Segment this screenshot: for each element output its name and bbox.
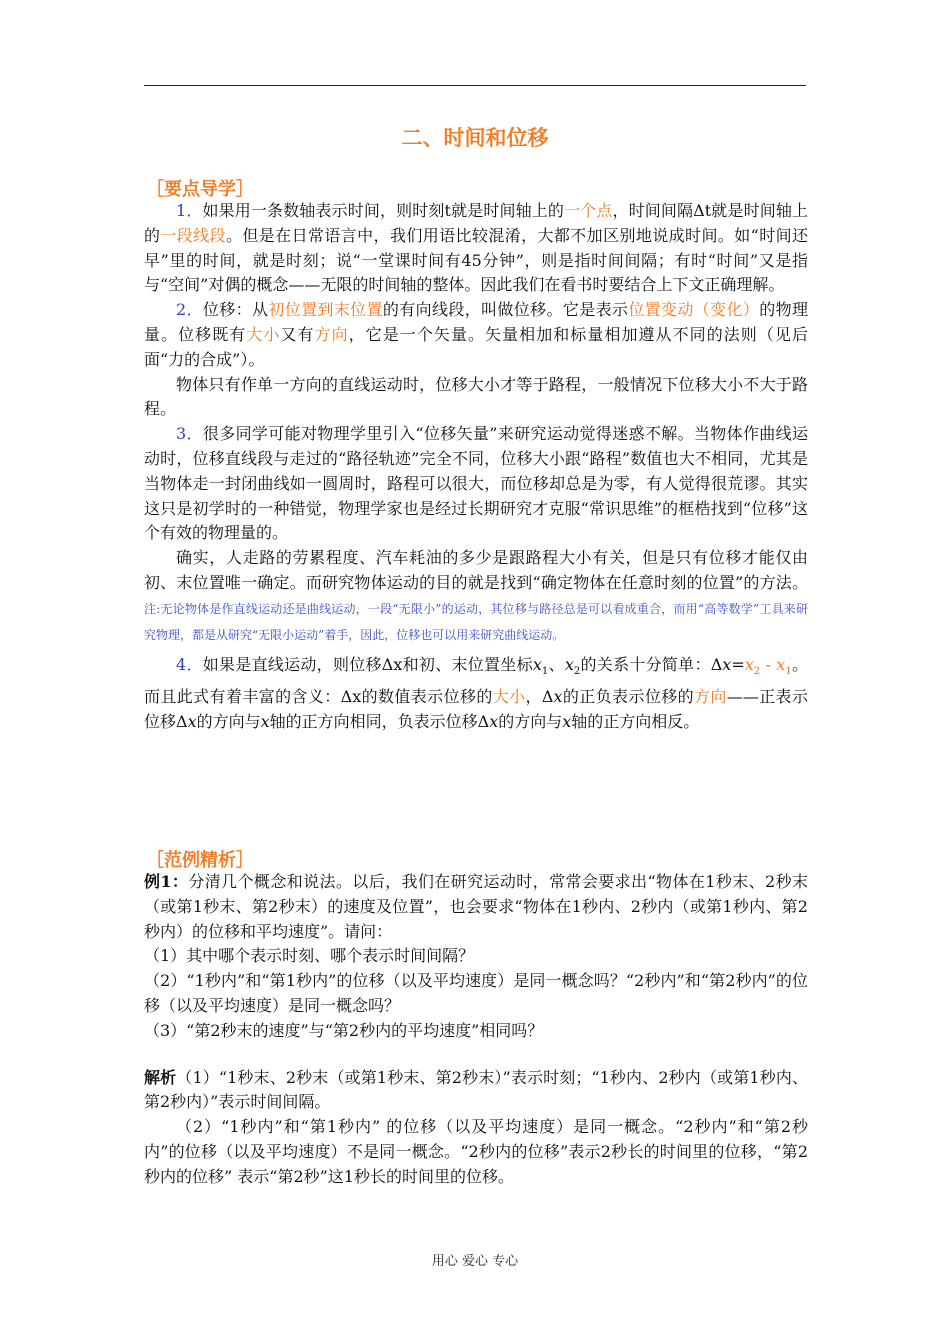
- math-var: x: [562, 712, 572, 732]
- text: 确实，人走路的劳累程度、汽车耗油的多少是跟路程大小有关，但是只有位移才能仅由初、末位置唯一确定。而研究物体运动的目的就是找到“确定物体在任意时刻的位置”的方法。: [144, 548, 808, 592]
- text: 轴的正方向相反。: [571, 712, 700, 732]
- paragraph-3: [144, 422, 808, 546]
- item-number: 3．: [176, 424, 203, 444]
- key-points-body: [144, 199, 808, 735]
- text: （1）“1秒末、2秒末（或第1秒末、第2秒末）”表示时刻；“1秒内、2秒内（或第1秒内、第2秒内）”表示时间间隔。: [144, 1067, 808, 1112]
- highlight: 一段线段: [160, 225, 226, 245]
- text: 分清几个概念和说法。以后，我们在研究运动时，常常会要求出“物体在1秒末、2秒末（或第1秒末、第2秒末）的速度及位置”，也会要求“物体在1秒内、2秒内（或第1秒内、第2秒内）的位移和平均速度”。请问：: [144, 872, 808, 941]
- question-3: （3）“第2秒末的速度”与“第2秒内的平均速度”相同吗？: [144, 1020, 544, 1040]
- text: 很多同学可能对物理学里引入“位移矢量”来研究运动觉得迷惑不解。当物体作曲线运动时，位移直线段与走过的“路径轨迹”完全不同，位移大小跟“路程”数值也大不相同，尤其是当物体走一封闭曲线如一圆周时，路程可以很大，而位移却总是为零，有人觉得很荒谬。其实这只是初学时的一种错觉，物理学家也是经过长期研究才克服“常识思维”的框梏找到“位移”这个有效的物理量的。: [144, 424, 808, 543]
- subscript: 1: [541, 666, 549, 678]
- text: 、: [548, 655, 565, 675]
- text: 的关系十分简单：Δ: [580, 655, 723, 675]
- question-2: （2）“1秒内”和“第1秒内”的位移（以及平均速度）是同一概念吗？“2秒内”和“第2秒内”的位移（以及平均速度）是同一概念吗？: [144, 971, 808, 1015]
- answer-1: [144, 1066, 808, 1116]
- examples-body: [144, 870, 808, 1190]
- text: 。但是在日常语言中，我们用语比较混淆，大都不加区别地说成时间。如“时间还早”里的时间，就是时刻；说“一堂课时间有45分钟”，则是指时间间隔；有时“时间”又是指与“空间”对偶的概念——无限的时间轴的整体。因此我们在看书时要结合上下文正确理解。: [144, 225, 808, 295]
- subscript: 1: [785, 666, 792, 678]
- highlight: 方向: [314, 324, 349, 344]
- text: -: [760, 655, 777, 675]
- subscript: 2: [753, 666, 761, 678]
- paragraph-2: [144, 298, 808, 372]
- answer-2: （2）“1秒内”和“第1秒内” 的位移（以及平均速度）是同一概念。“2秒内”和“第2秒内”的位移（以及平均速度）不是同一概念。“2秒内的位移”表示2秒长的时间里的位移，“第2秒内的位移” 表示“第2秒”这1秒长的时间里的位移。: [144, 1117, 808, 1186]
- highlight-formula: [744, 655, 792, 678]
- example-label: 例1：: [144, 872, 189, 891]
- page-title: 二、时间和位移: [401, 126, 549, 150]
- section-heading-examples: ［范例精析］: [146, 850, 254, 871]
- text: ——正表示位移Δ: [144, 687, 808, 732]
- text: ，时间间隔Δt就是时间轴上的: [144, 201, 808, 245]
- item-number: 2．: [176, 300, 203, 320]
- highlight: 方向: [694, 687, 727, 707]
- highlight: 大小: [246, 324, 281, 344]
- text: 。而且此式有着丰富的含义：Δx的数值表示位移的: [144, 655, 808, 707]
- math-var: x: [722, 655, 732, 675]
- math-var: x: [564, 655, 574, 675]
- footer: 用心 爱心 专心: [431, 1254, 519, 1269]
- text: 的物理量。位移既有: [144, 300, 808, 344]
- item-number: 4．: [176, 655, 203, 675]
- highlight: 位置变动（变化）: [628, 300, 760, 320]
- math-var: x: [776, 655, 786, 675]
- text: 位移：从: [202, 300, 269, 320]
- math-var: x: [553, 687, 563, 707]
- highlight: 大小: [492, 687, 526, 707]
- header-rule: [144, 85, 806, 86]
- text: 又有: [280, 324, 315, 344]
- highlight: 初位置到末位置: [268, 300, 383, 320]
- paragraph-1: [144, 199, 808, 298]
- math: Δx: [381, 655, 403, 675]
- math-var: x: [744, 655, 754, 675]
- math-var: x: [187, 712, 197, 732]
- text: 如果用一条数轴表示时间，则时刻t就是时间轴上的: [202, 201, 565, 220]
- text: 的正负表示位移的: [562, 687, 694, 707]
- item-number: 1．: [176, 201, 203, 220]
- math-var: x: [532, 655, 542, 675]
- subscript: 2: [573, 666, 581, 678]
- example-1: [144, 870, 808, 944]
- text: ，Δ: [525, 687, 554, 707]
- math-var: x: [260, 712, 270, 732]
- text: 的方向与: [498, 712, 563, 732]
- paragraph-4: [144, 653, 808, 735]
- text: 轴的正方向相同，负表示位移Δ: [269, 712, 490, 732]
- paragraph-2b: 物体只有作单一方向的直线运动时，位移大小才等于路程，一般情况下位移大小不大于路程。: [144, 374, 808, 419]
- question-1: （1）其中哪个表示时刻、哪个表示时间间隔？: [144, 946, 475, 966]
- section-heading-key-points: ［要点导学］: [146, 179, 254, 200]
- answer-label: 解析: [144, 1067, 177, 1087]
- text: 的方向与: [196, 712, 261, 732]
- text: 的有向线段，叫做位移。它是表示: [382, 300, 629, 320]
- math-var: x: [489, 712, 499, 732]
- highlight: 一个点: [564, 201, 613, 220]
- text: 和初、末位置坐标: [402, 655, 533, 675]
- text: ，它是一个矢量。矢量相加和标量相加遵从不同的法则（见后面“力的合成”）。: [144, 324, 808, 369]
- paragraph-3b: [144, 546, 808, 647]
- note: 注:无论物体是作直线运动还是曲线运动，一段“无限小”的运动，其位移与路径总是可以看成重合，而用“高等数学”工具来研究物理，都是从研究“无限小运动”着手，因此，位移也可以用来研究曲线运动。: [144, 601, 808, 642]
- text: =: [731, 655, 745, 675]
- text: 如果是直线运动，则位移: [202, 655, 382, 675]
